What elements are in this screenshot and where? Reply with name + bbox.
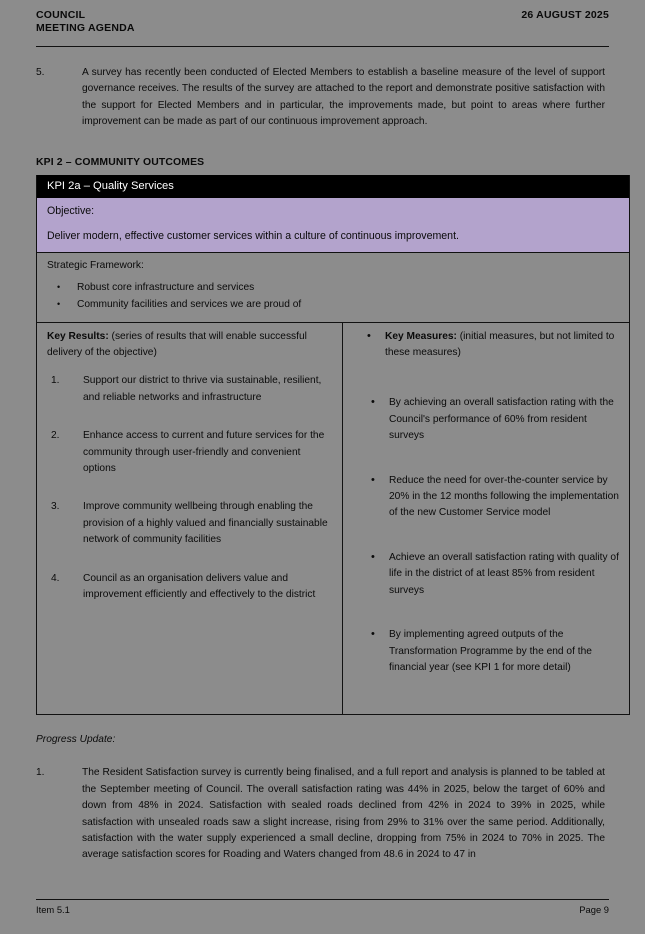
list-item: • Robust core infrastructure and services xyxy=(77,279,619,296)
key-results-note: (series of results that will enable successful delivery of the objective) xyxy=(47,330,307,359)
objective-label: Objective: xyxy=(47,204,95,217)
intro-paragraph xyxy=(36,65,609,131)
objective-text: Deliver modern, effective customer services within a culture of continuous improvement. xyxy=(47,229,459,242)
key-results-cell xyxy=(37,323,343,715)
progress-update-paragraph xyxy=(36,765,609,863)
footer-divider xyxy=(36,899,609,900)
page-header xyxy=(36,0,609,44)
list-item: • By achieving an overall satisfaction rating with the Council's performance of 60% from resident surveys xyxy=(349,395,619,444)
footer-row xyxy=(36,904,609,918)
header-title-line2: MEETING AGENDA xyxy=(36,21,135,34)
list-item: Enhance access to current and future services for the community through user-friendly and convenient options xyxy=(83,430,325,475)
key-measures-list xyxy=(349,329,619,677)
key-results-label: Key Results: xyxy=(47,330,109,342)
kpi-table-title: KPI 2a – Quality Services xyxy=(37,175,629,198)
progress-update-label: Progress Update: xyxy=(36,734,116,746)
framework-label: Strategic Framework: xyxy=(47,259,144,271)
list-item: • Community facilities and services we are proud of xyxy=(77,296,619,313)
key-measures-label: Key Measures: xyxy=(385,330,457,342)
intro-paragraph-number: 5. xyxy=(36,67,45,78)
key-results-list xyxy=(47,373,332,603)
kpi-section-heading: KPI 2 – COMMUNITY OUTCOMES xyxy=(36,156,205,168)
list-item: • By implementing agreed outputs of the Transformation Programme by the end of the financial year (see KPI 1 for more detail) xyxy=(349,627,619,676)
key-measures-heading xyxy=(349,329,619,362)
key-measures-cell xyxy=(343,323,629,715)
key-results-heading xyxy=(47,329,332,362)
header-date: 26 AUGUST 2025 xyxy=(521,9,609,21)
footer-page-number: Page 9 xyxy=(579,904,609,915)
framework-list xyxy=(47,279,619,313)
page-footer xyxy=(36,899,609,918)
kpi-table xyxy=(36,175,630,716)
list-item: Support our district to thrive via sustainable, resilient, and reliable networks and infrastructure xyxy=(83,375,322,403)
kpi-objective-cell xyxy=(37,198,629,253)
key-measures-note: (initial measures, but not limited to these measures) xyxy=(385,330,615,359)
footer-item-reference: Item 5.1 xyxy=(36,904,70,915)
header-title-line1: COUNCIL xyxy=(36,9,86,21)
kpi-framework-cell xyxy=(37,253,629,323)
progress-paragraph-text: The Resident Satisfaction survey is currently being finalised, and a full report and analysis is planned to be tabled at the September meeting of Council. The overall satisfaction rating was 44% in 2025, below the target of 60% and down from 48% in 2024. Satisfaction with sealed roads declined from 42% in 2024 to 39% in 2025, while satisfaction with unsealed roads saw a slight increase, rising from 29% to 31% over the same period. Additionally, satisfaction with the water supply experienced a small decline, dropping from 75% in 2024 to 70% in 2025. The average satisfaction scores for Roading and Waters changed from 48.6 in 2024 to 47 in xyxy=(82,767,605,861)
progress-paragraph-number: 1. xyxy=(36,767,45,779)
list-item: • Achieve an overall satisfaction rating with quality of life in the district of at least 85% from resident surveys xyxy=(349,550,619,599)
list-item: Improve community wellbeing through enabling the provision of a highly valued and financially sustainable network of community facilities xyxy=(83,501,328,546)
intro-paragraph-text: A survey has recently been conducted of Elected Members to establish a baseline measure of the level of support governance receives. The results of the survey are attached to the report and demonstrate positive satisfaction with the support for Elected Members and in particular, the improvements made, but point to areas where further improvement can be made as part of our continuous improvement approach. xyxy=(82,67,605,128)
header-divider xyxy=(36,46,609,47)
list-item: Council as an organisation delivers value and improvement efficiently and effectively to the district xyxy=(83,572,316,601)
list-item: • Reduce the need for over-the-counter service by 20% in the 12 months following the implementation of the new Customer Service model xyxy=(349,473,619,522)
kpi-columns xyxy=(37,323,629,715)
